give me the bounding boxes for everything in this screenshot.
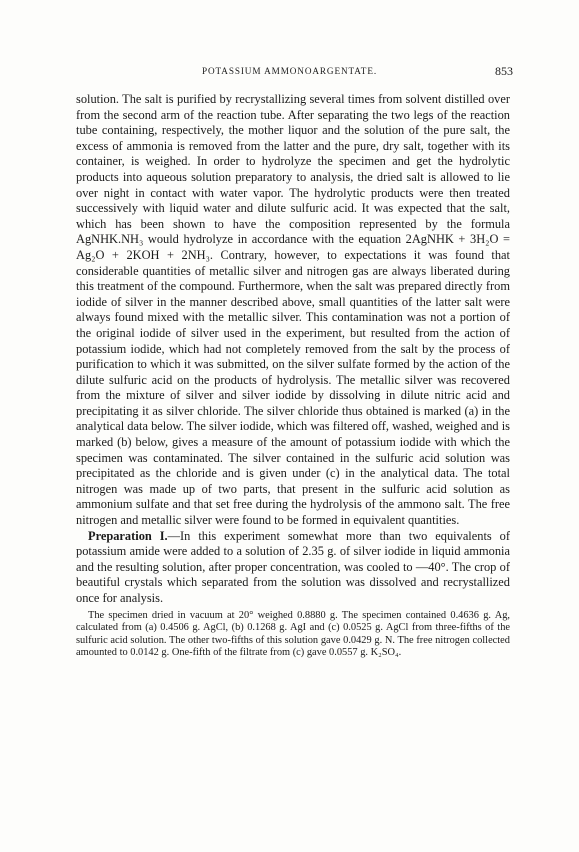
running-title: POTASSIUM AMMONOARGENTATE. xyxy=(201,66,378,76)
analysis-note: The specimen dried in vacuum at 20° weighed 0.8880 g. The specimen contained 0.4636 g. Ag, calculated from (a) 0.4506 g. AgCl, (b) 0.1268 g. AgI and (c) 0.0525 g. AgCl from three-fifths of the sulfuric acid solution. The other two-fifths of this solution gave 0.0429 g. N. The free nitrogen collected amounted to 0.0142 g. One-fifth of the filtrate from (c) gave 0.0557 g. K₂SO₄. xyxy=(76,609,510,659)
body-text xyxy=(76,92,510,660)
preparation-heading: Preparation I. xyxy=(88,528,168,543)
preparation-text: —In this experiment somewhat more than two equivalents of potassium amide were added to a solution of 2.35 g. of silver iodide in liquid ammonia and the resulting solution, after proper concentration, was cooled to —40°. The crop of beautiful crystals which separated from the solution was dissolved and recrystallized once for analysis. xyxy=(76,528,510,605)
paragraph-preparation-1 xyxy=(76,529,510,607)
paragraph-hydrolysis: solution. The salt is purified by recrystallizing several times from solvent distilled over from the second arm of the reaction tube. After separating the two legs of the reaction tube containing, respectively, the mother liquor and the solution of the pure salt, the excess of ammonia is removed from the latter and the pure, dry salt, together with its container, is weighed. In order to hydrolyze the specimen and get the hydrolytic products into aqueous solution preparatory to analysis, the dried salt is allowed to lie over night in contact with water vapor. The hydrolytic products were then treated successively with liquid water and dilute sulfuric acid. It was expected that the salt, which has been shown to have the composition represented by the formula AgNHK.NH₃ would hydrolyze in accordance with the equation 2AgNHK + 3H₂O = Ag₂O + 2KOH + 2NH₃. Contrary, however, to expectations it was found that considerable quantities of metallic silver and nitrogen gas are always liberated during this treatment of the compound. Furthermore, when the salt was prepared directly from iodide of silver in the manner described above, small quantities of the latter salt were always found mixed with the metallic silver. This contamination was not a portion of the original iodide of silver used in the experiment, but resulted from the action of potassium iodide, which had not completely removed from the salt by the process of purification to which it was submitted, on the silver sulfate formed by the action of the dilute sulfuric acid on the products of hydrolysis. The metallic silver was recovered from the mixture of silver and silver iodide by dissolving in dilute nitric acid and precipitating it as silver chloride. The silver chloride thus obtained is marked (a) in the analytical data below. The silver iodide, which was filtered off, washed, weighed and is marked (b) below, gives a measure of the amount of potassium iodide with which the specimen was contaminated. The silver contained in the sulfuric acid solution was precipitated as the chloride and is given under (c) in the analytical data. The total nitrogen was made up of two parts, that present in the sulfuric acid solution as ammonium sulfate and that set free during the hydrolysis of the ammono salt. The free nitrogen and metallic silver were found to be formed in equivalent quantities. xyxy=(76,92,510,528)
page-number: 853 xyxy=(495,64,513,78)
running-head xyxy=(0,66,579,82)
